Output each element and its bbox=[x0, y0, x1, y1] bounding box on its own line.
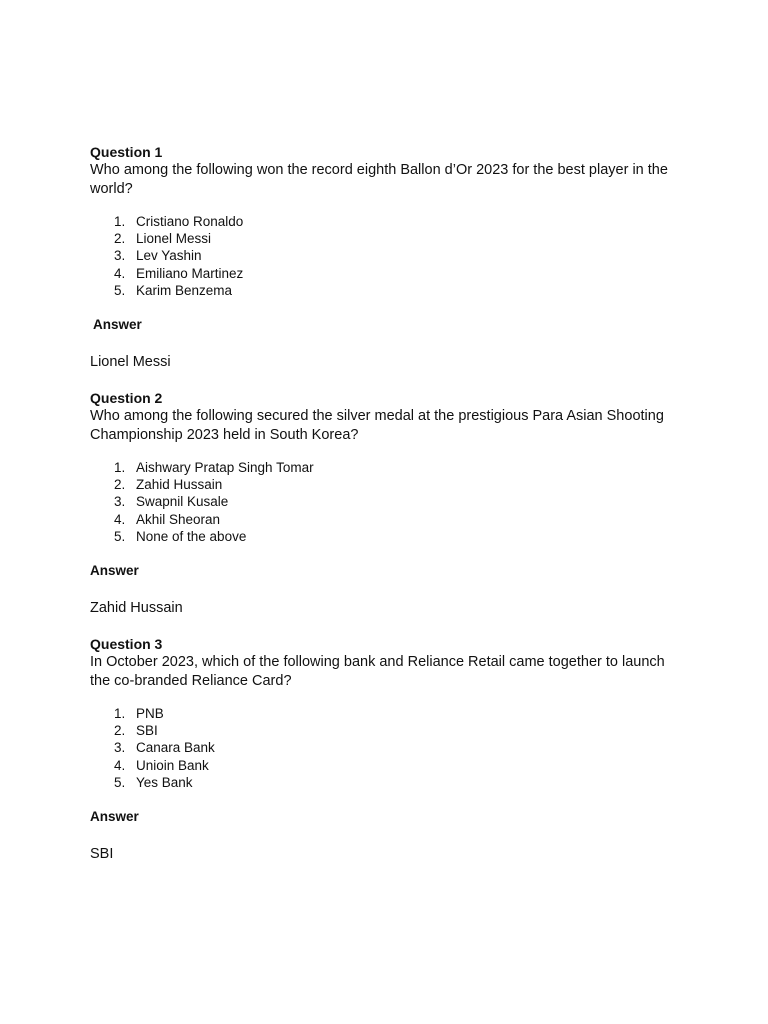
question-text: Who among the following won the record eighth Ballon d’Or 2023 for the best player in the world? bbox=[90, 162, 668, 197]
option-label: Akhil Sheoran bbox=[136, 511, 221, 527]
option-label: Karim Benzema bbox=[136, 282, 233, 298]
option-number: 3. bbox=[114, 248, 126, 264]
option-number: 1. bbox=[114, 460, 126, 476]
option-number: 2. bbox=[114, 723, 126, 739]
option-list bbox=[90, 705, 680, 791]
option-list bbox=[90, 213, 680, 299]
answer-label: Answer bbox=[90, 563, 139, 579]
option-item bbox=[90, 247, 680, 264]
option-item bbox=[90, 511, 680, 528]
document-page bbox=[90, 143, 680, 863]
option-item bbox=[90, 493, 680, 510]
option-label: Lev Yashin bbox=[136, 248, 202, 264]
option-label: Swapnil Kusale bbox=[136, 494, 229, 510]
option-item bbox=[90, 213, 680, 230]
option-number: 4. bbox=[114, 757, 126, 773]
option-label: None of the above bbox=[136, 528, 247, 544]
option-item bbox=[90, 230, 680, 247]
option-item bbox=[90, 459, 680, 476]
option-number: 1. bbox=[114, 706, 126, 722]
option-label: Canara Bank bbox=[136, 740, 215, 756]
option-item bbox=[90, 265, 680, 282]
option-label: PNB bbox=[136, 706, 164, 722]
option-number: 4. bbox=[114, 511, 126, 527]
option-item bbox=[90, 705, 680, 722]
question-title: Question 1 bbox=[90, 144, 163, 160]
option-label: Lionel Messi bbox=[136, 231, 212, 247]
option-item bbox=[90, 528, 680, 545]
answer-value: Zahid Hussain bbox=[90, 600, 183, 617]
option-label: Zahid Hussain bbox=[136, 477, 223, 493]
answer-value: Lionel Messi bbox=[90, 354, 171, 371]
answer-label: Answer bbox=[93, 317, 142, 333]
option-label: Yes Bank bbox=[136, 774, 193, 790]
option-number: 5. bbox=[114, 774, 126, 790]
question-title: Question 2 bbox=[90, 390, 163, 407]
option-item bbox=[90, 757, 680, 774]
question-block-1 bbox=[90, 143, 680, 371]
option-number: 2. bbox=[114, 231, 126, 247]
option-number: 5. bbox=[114, 528, 126, 544]
option-list bbox=[90, 459, 680, 545]
option-number: 1. bbox=[114, 214, 126, 229]
question-block-3 bbox=[90, 635, 680, 863]
option-number: 4. bbox=[114, 265, 126, 281]
option-label: Emiliano Martinez bbox=[136, 265, 244, 281]
spacer bbox=[90, 371, 680, 389]
question-block-2 bbox=[90, 389, 680, 617]
option-item bbox=[90, 476, 680, 493]
option-label: Cristiano Ronaldo bbox=[136, 214, 244, 229]
option-label: Aishwary Pratap Singh Tomar bbox=[136, 460, 314, 476]
question-text: In October 2023, which of the following bank and Reliance Retail came together to launch the co-branded Reliance Card? bbox=[90, 654, 665, 689]
answer-label: Answer bbox=[90, 809, 139, 825]
option-number: 3. bbox=[114, 740, 126, 756]
option-item bbox=[90, 722, 680, 739]
answer-value: SBI bbox=[90, 846, 114, 863]
option-number: 5. bbox=[114, 282, 126, 298]
option-item bbox=[90, 282, 680, 299]
option-number: 3. bbox=[114, 494, 126, 510]
spacer bbox=[90, 617, 680, 635]
option-item bbox=[90, 774, 680, 791]
question-text: Who among the following secured the silver medal at the prestigious Para Asian Shooting Championship 2023 held in South Korea? bbox=[90, 408, 664, 443]
option-item bbox=[90, 739, 680, 756]
option-label: SBI bbox=[136, 723, 158, 739]
option-number: 2. bbox=[114, 477, 126, 493]
question-title: Question 3 bbox=[90, 636, 163, 653]
option-label: Unioin Bank bbox=[136, 757, 209, 773]
